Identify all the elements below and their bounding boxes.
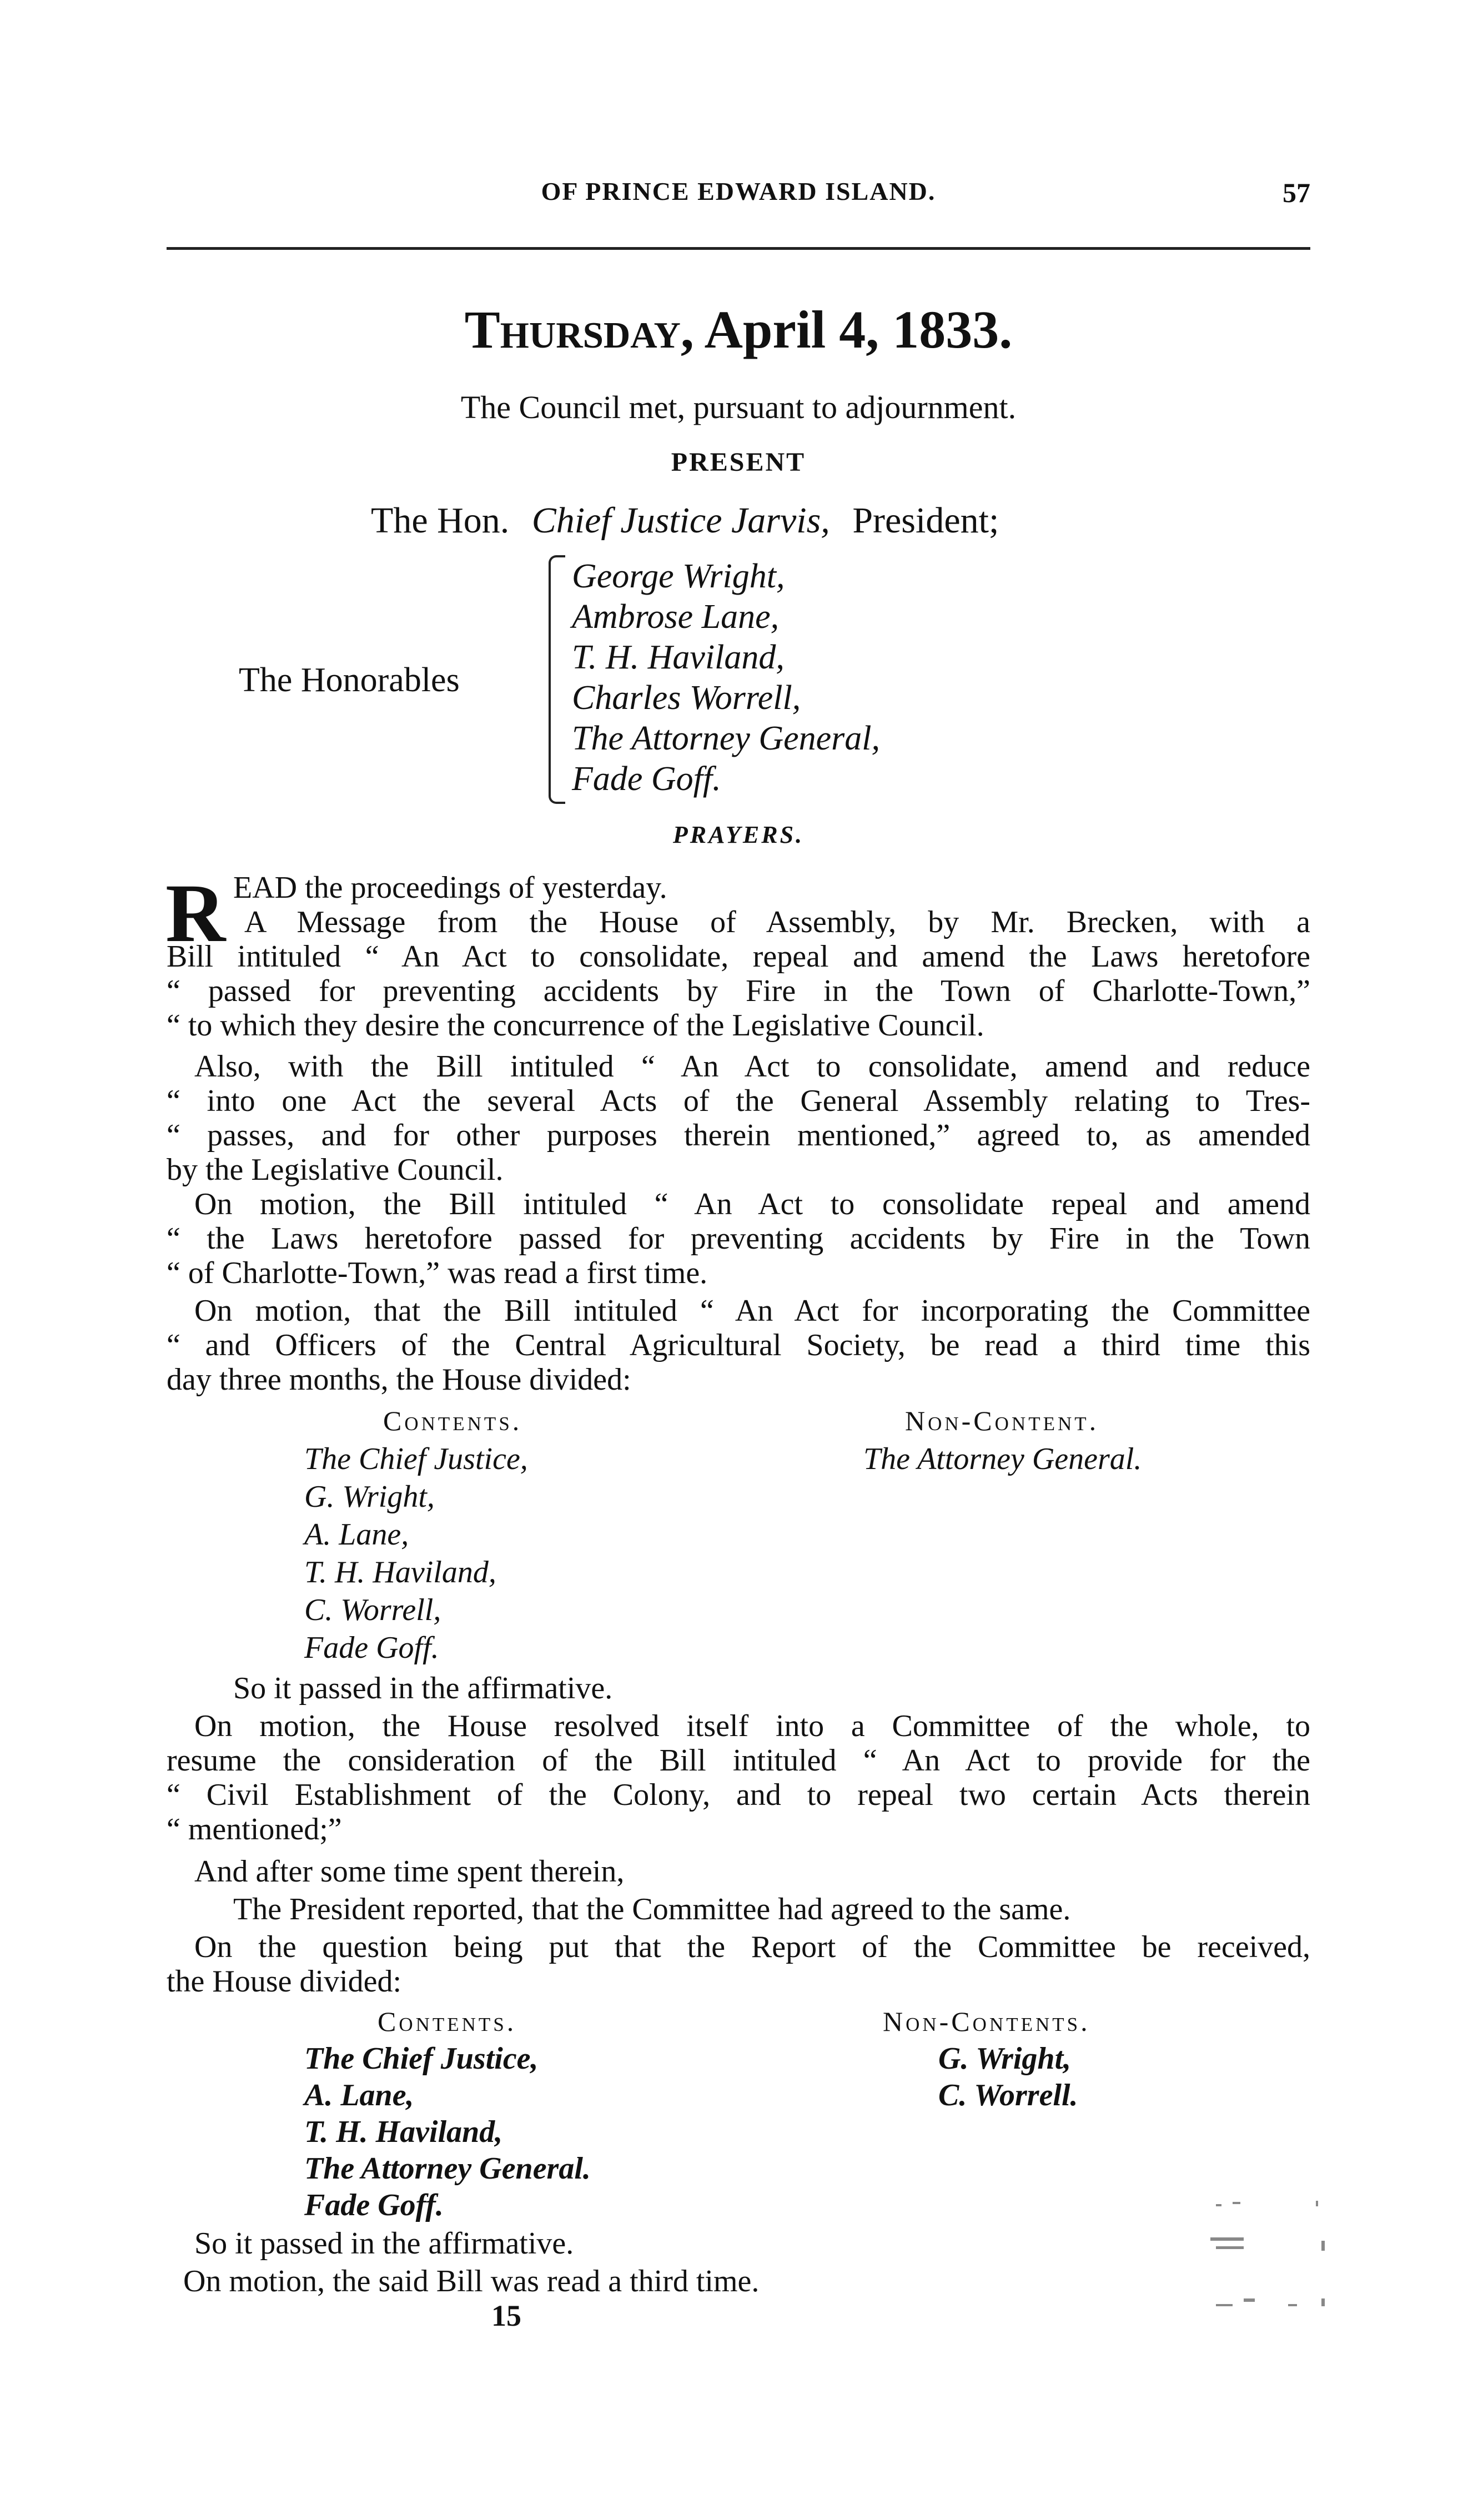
page-number: 57 [1283, 177, 1310, 208]
vote-name: G. Wright, [938, 2041, 1072, 2076]
header-rule [167, 247, 1310, 250]
body-line: “ Civil Establishment of the Colony, and to repeal two certain Acts therein [167, 1778, 1310, 1812]
body-line: day three months, the House divided: [167, 1362, 631, 1397]
vote-name: The Attorney General. [304, 2151, 591, 2186]
vote-name: A. Lane, [304, 2078, 414, 2112]
member-name: Charles Worrell, [572, 679, 801, 717]
body-line: On motion, the said Bill was read a third time. [183, 2264, 760, 2298]
vote-name: C. Worrell, [304, 1593, 441, 1627]
running-title: OF PRINCE EDWARD ISLAND. [541, 177, 936, 205]
vote-name: Fade Goff. [304, 1631, 439, 1665]
prayers-label: PRAYERS. [672, 821, 805, 848]
body-line: the House divided: [167, 1964, 402, 1999]
body-line: A Message from the House of Assembly, by Mr. Brecken, with a [244, 905, 1310, 939]
members-brace [549, 555, 565, 804]
president-line [371, 500, 999, 542]
member-name: T. H. Haviland, [572, 638, 785, 676]
body-line: “ and Officers of the Central Agricultural Society, be read a third time this [167, 1328, 1310, 1362]
vote-name: Fade Goff. [304, 2188, 444, 2222]
body-line: Also, with the Bill intituled “ An Act to consolidate, amend and reduce [194, 1049, 1310, 1084]
president-role: President; [852, 500, 999, 541]
body-line: “ passed for preventing accidents by Fire in the Town of Charlotte-Town,” [167, 974, 1310, 1008]
body-line: And after some time spent therein, [194, 1854, 625, 1889]
non-content-label: Non-Content. [905, 1405, 1099, 1436]
signature-mark: 15 [491, 2299, 521, 2332]
date-weekday: Thursday, [464, 300, 694, 359]
vote-name: C. Worrell. [938, 2078, 1078, 2112]
body-line: On motion, that the Bill intituled “ An Act for incorporating the Committee [194, 1294, 1310, 1328]
body-line: On motion, the Bill intituled “ An Act to consolidate repeal and amend [194, 1187, 1310, 1221]
body-line: Bill intituled “ An Act to consolidate, repeal and amend the Laws heretofore [167, 939, 1310, 974]
body-line: So it passed in the affirmative. [233, 1671, 613, 1706]
date-text: April 4, 1833. [704, 300, 1013, 359]
running-head [167, 177, 1310, 221]
body-line: “ passes, and for other purposes therein mentioned,” agreed to, as amended [167, 1118, 1310, 1153]
non-contents-label: Non-Contents. [883, 2006, 1090, 2037]
body-line: The President reported, that the Committee had agreed to the same. [233, 1892, 1071, 1927]
body-line: On the question being put that the Report of the Committee be received, [194, 1930, 1310, 1964]
body-line: So it passed in the affirmative. [194, 2226, 574, 2261]
honorables-label: The Honorables [239, 661, 460, 699]
vote-name: The Chief Justice, [304, 1442, 528, 1476]
drop-cap: R [165, 867, 226, 959]
vote-name: The Attorney General. [863, 1442, 1142, 1476]
vote-name: T. H. Haviland, [304, 2115, 503, 2149]
body-line: “ into one Act the several Acts of the General Assembly relating to Tres- [167, 1084, 1310, 1118]
member-name: Fade Goff. [572, 760, 721, 798]
body-line: by the Legislative Council. [167, 1153, 504, 1187]
vote-name: The Chief Justice, [304, 2041, 539, 2076]
body-line: “ the Laws heretofore passed for preventing accidents by Fire in the Town [167, 1221, 1310, 1256]
member-name: Ambrose Lane, [572, 598, 780, 636]
body-line: “ to which they desire the concurrence of the Legislative Council. [167, 1008, 984, 1043]
vote-name: A. Lane, [304, 1517, 409, 1552]
body-line: On motion, the House resolved itself into a Committee of the whole, to [194, 1709, 1310, 1743]
date-heading [167, 299, 1310, 360]
print-specks [1194, 2193, 1360, 2360]
present-label: PRESENT [671, 447, 806, 477]
body-line: resume the consideration of the Bill intituled “ An Act to provide for the [167, 1743, 1310, 1778]
body-line: EAD the proceedings of yesterday. [233, 871, 667, 905]
vote-name: T. H. Haviland, [304, 1555, 496, 1590]
meeting-line: The Council met, pursuant to adjournment. [460, 389, 1017, 425]
president-name: Chief Justice Jarvis, [531, 500, 830, 541]
member-name: George Wright, [572, 557, 785, 595]
vote-name: G. Wright, [304, 1480, 435, 1514]
member-name: The Attorney General, [572, 720, 881, 757]
contents-label: Contents. [378, 2006, 517, 2037]
president-prefix: The Hon. [371, 500, 510, 541]
contents-label: Contents. [383, 1405, 522, 1436]
body-line: “ mentioned;” [167, 1812, 342, 1847]
body-line: “ of Charlotte-Town,” was read a first time. [167, 1256, 708, 1290]
